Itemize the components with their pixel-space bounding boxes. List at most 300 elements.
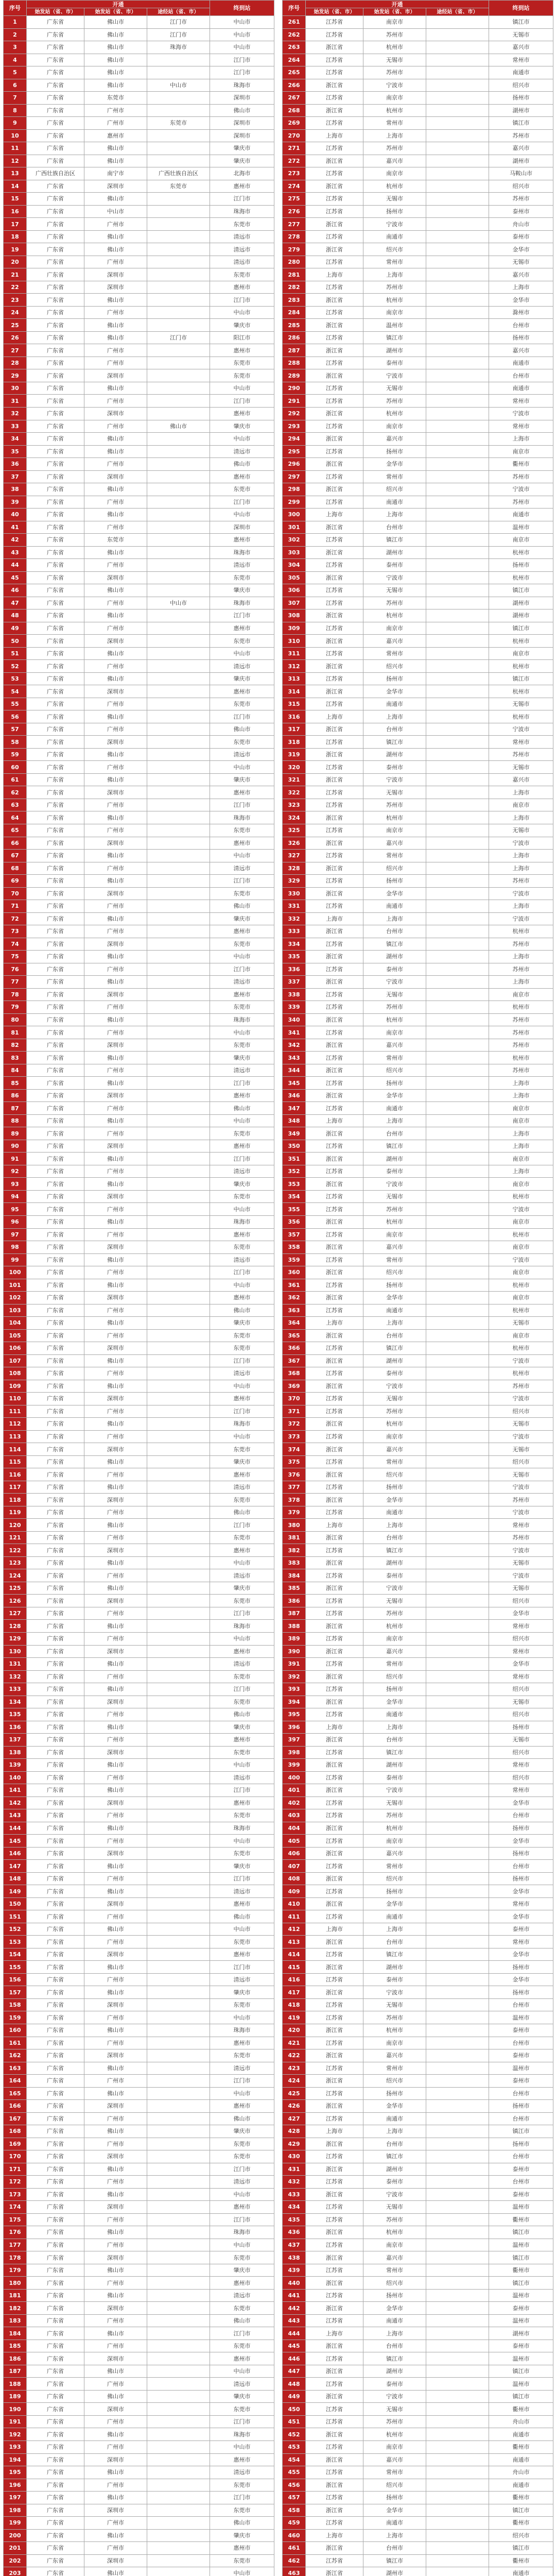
row-via: [147, 433, 210, 446]
row-seq: 444: [283, 2327, 306, 2340]
row-via: [426, 1317, 489, 1330]
row-to: 南京市: [489, 1266, 553, 1279]
row-via: [426, 2024, 489, 2037]
table-row: [4, 1759, 274, 1772]
row-seq: 348: [283, 1114, 306, 1127]
row-province: 广东省: [27, 1582, 84, 1595]
row-to: 金华市: [489, 1885, 553, 1898]
row-from: 上海市: [363, 1923, 426, 1936]
table-row: [283, 2024, 553, 2037]
row-via: [426, 1948, 489, 1961]
row-seq: 58: [4, 736, 27, 749]
row-to: 上海市: [489, 976, 553, 989]
row-from: 南京市: [363, 1228, 426, 1241]
row-province: 广东省: [27, 1481, 84, 1494]
row-to: 衢州市: [489, 2403, 553, 2416]
table-row: [283, 761, 553, 774]
row-to: 泰州市: [489, 2163, 553, 2176]
row-seq: 131: [4, 1658, 27, 1671]
row-from: 佛山市: [84, 1317, 147, 1330]
row-seq: 398: [283, 1746, 306, 1759]
row-via: [147, 1215, 210, 1228]
row-from: 苏州市: [363, 1607, 426, 1620]
row-seq: 202: [4, 2554, 27, 2567]
row-seq: 191: [4, 2415, 27, 2428]
table-row: [4, 2188, 274, 2201]
row-province: 广东省: [27, 748, 84, 761]
table-row: [283, 1835, 553, 1848]
table-row: [4, 559, 274, 572]
row-seq: 103: [4, 1304, 27, 1317]
row-to: 珠海市: [210, 1418, 274, 1431]
row-via: [147, 736, 210, 749]
table-row: [283, 850, 553, 862]
row-from: 扬州市: [363, 1279, 426, 1292]
row-province: 江苏省: [306, 647, 363, 660]
row-province: 上海市: [306, 268, 363, 281]
row-seq: 435: [283, 2213, 306, 2226]
table-row: [4, 1481, 274, 1494]
row-seq: 3: [4, 41, 27, 54]
row-from: 广州市: [84, 2075, 147, 2088]
row-from: 广州市: [84, 1771, 147, 1784]
row-province: 广东省: [27, 1380, 84, 1393]
row-province: 广东省: [27, 2390, 84, 2403]
table-row: [4, 509, 274, 521]
row-via: [147, 54, 210, 66]
row-province: 广东省: [27, 2037, 84, 2049]
row-seq: 460: [283, 2529, 306, 2542]
row-via: [147, 1165, 210, 1178]
row-province: 浙江省: [306, 1961, 363, 1974]
row-via: [426, 837, 489, 850]
row-province: 广东省: [27, 2492, 84, 2504]
table-row: [283, 2554, 553, 2567]
row-province: 广东省: [27, 1077, 84, 1090]
row-province: 广东省: [27, 1026, 84, 1039]
row-via: [426, 900, 489, 913]
table-row: [283, 1822, 553, 1835]
row-seq: 176: [4, 2226, 27, 2239]
row-from: 泰州市: [363, 1367, 426, 1380]
row-province: 广东省: [27, 218, 84, 231]
row-province: 广东省: [27, 1304, 84, 1317]
row-province: 广东省: [27, 1595, 84, 1607]
table-row: [283, 1380, 553, 1393]
row-province: 浙江省: [306, 951, 363, 963]
row-seq: 450: [283, 2403, 306, 2416]
row-province: 江苏省: [306, 672, 363, 685]
row-from: 南京市: [363, 92, 426, 105]
table-row: [283, 54, 553, 66]
row-to: 湖州市: [489, 597, 553, 609]
row-seq: 190: [4, 2403, 27, 2416]
row-province: 江苏省: [306, 736, 363, 749]
row-province: 广东省: [27, 1670, 84, 1683]
row-province: 广东省: [27, 723, 84, 736]
row-to: 江门市: [210, 609, 274, 622]
row-via: [426, 1721, 489, 1734]
row-via: 佛山市: [147, 420, 210, 433]
table-row: [4, 698, 274, 710]
row-seq: 172: [4, 2176, 27, 2189]
row-province: 浙江省: [306, 1266, 363, 1279]
row-seq: 362: [283, 1292, 306, 1304]
row-to: 苏州市: [489, 875, 553, 888]
row-to: 惠州市: [210, 407, 274, 420]
row-seq: 371: [283, 1405, 306, 1418]
row-from: 广州市: [84, 1430, 147, 1443]
row-from: 佛山市: [84, 2125, 147, 2138]
row-seq: 385: [283, 1582, 306, 1595]
row-province: 广东省: [27, 1569, 84, 1582]
row-seq: 452: [283, 2428, 306, 2441]
row-via: [147, 2112, 210, 2125]
row-via: [426, 2226, 489, 2239]
row-to: 佛山市: [210, 723, 274, 736]
row-seq: 308: [283, 609, 306, 622]
row-seq: 284: [283, 306, 306, 319]
row-via: [147, 2542, 210, 2555]
row-province: 广东省: [27, 1759, 84, 1772]
row-to: 绍兴市: [489, 1746, 553, 1759]
row-to: 肇庆市: [210, 1582, 274, 1595]
row-seq: 290: [283, 382, 306, 395]
row-via: [147, 622, 210, 635]
row-to: 佛山市: [210, 1910, 274, 1923]
row-to: 江门市: [210, 1872, 274, 1885]
row-to: 深圳市: [210, 129, 274, 142]
row-seq: 334: [283, 938, 306, 951]
table-row: [283, 1961, 553, 1974]
row-to: 宁波市: [489, 1203, 553, 1216]
table-row: [283, 2138, 553, 2150]
row-from: 湖州市: [363, 1961, 426, 1974]
row-from: 佛山市: [84, 2024, 147, 2037]
row-from: 广州市: [84, 1809, 147, 1822]
row-to: 珠海市: [210, 205, 274, 218]
row-to: 宁波市: [489, 1481, 553, 1494]
table-row: [4, 2213, 274, 2226]
row-to: 佛山市: [210, 1304, 274, 1317]
table-row: [283, 369, 553, 382]
row-from: 深圳市: [84, 1241, 147, 1254]
row-via: [147, 1633, 210, 1646]
row-to: 珠海市: [210, 1822, 274, 1835]
row-to: 金华市: [489, 1973, 553, 1986]
row-province: 江苏省: [306, 92, 363, 105]
row-to: 衢州市: [489, 458, 553, 471]
row-seq: 343: [283, 1052, 306, 1064]
row-to: 衢州市: [489, 2264, 553, 2277]
row-seq: 358: [283, 1241, 306, 1254]
row-via: [426, 509, 489, 521]
table-row: [283, 218, 553, 231]
table-row: [283, 1607, 553, 1620]
row-to: 镇江市: [489, 622, 553, 635]
row-from: 镇江市: [363, 1948, 426, 1961]
table-row: [4, 470, 274, 483]
row-via: [426, 155, 489, 167]
row-seq: 376: [283, 1468, 306, 1481]
row-province: 江苏省: [306, 1393, 363, 1405]
row-seq: 181: [4, 2289, 27, 2302]
row-to: 南通市: [489, 382, 553, 395]
row-province: 广东省: [27, 635, 84, 648]
row-to: 台州市: [489, 369, 553, 382]
row-seq: 67: [4, 850, 27, 862]
row-to: 上海市: [489, 281, 553, 294]
row-via: [426, 912, 489, 925]
row-province: 上海市: [306, 2327, 363, 2340]
row-province: 广东省: [27, 2453, 84, 2466]
row-from: 广州市: [84, 824, 147, 837]
row-province: 江苏省: [306, 2264, 363, 2277]
row-to: 温州市: [489, 2352, 553, 2365]
table-row: [283, 1481, 553, 1494]
row-from: 佛山市: [84, 2264, 147, 2277]
row-via: [426, 2075, 489, 2088]
row-province: 浙江省: [306, 79, 363, 92]
row-from: 佛山市: [84, 1354, 147, 1367]
row-province: 江苏省: [306, 1835, 363, 1848]
table-row: [4, 167, 274, 180]
row-province: 广东省: [27, 1923, 84, 1936]
row-province: 广东省: [27, 319, 84, 332]
row-province: 广东省: [27, 2024, 84, 2037]
row-from: 佛山市: [84, 2492, 147, 2504]
row-province: 广东省: [27, 1001, 84, 1014]
row-to: 温州市: [489, 2062, 553, 2075]
row-to: 中山市: [210, 433, 274, 446]
row-via: [147, 900, 210, 913]
row-via: [426, 1418, 489, 1431]
row-seq: 114: [4, 1443, 27, 1456]
row-via: [426, 2378, 489, 2391]
row-from: 佛山市: [84, 1683, 147, 1696]
row-to: 泰州市: [489, 1923, 553, 1936]
row-seq: 454: [283, 2453, 306, 2466]
row-province: 江苏省: [306, 2289, 363, 2302]
table-row: [283, 837, 553, 850]
row-province: 广东省: [27, 1102, 84, 1115]
row-via: [426, 534, 489, 547]
row-seq: 329: [283, 875, 306, 888]
row-seq: 70: [4, 887, 27, 900]
row-from: 扬州市: [363, 205, 426, 218]
row-to: 东莞市: [210, 938, 274, 951]
table-row: [4, 218, 274, 231]
row-to: 东莞市: [210, 2049, 274, 2062]
row-from: 佛山市: [84, 2428, 147, 2441]
row-seq: 380: [283, 1519, 306, 1532]
row-to: 惠州市: [210, 837, 274, 850]
row-to: 南通市: [489, 2479, 553, 2492]
row-via: [147, 2415, 210, 2428]
row-via: [426, 2314, 489, 2327]
row-via: [147, 1317, 210, 1330]
row-via: [426, 1064, 489, 1077]
row-province: 江苏省: [306, 420, 363, 433]
row-to: 东莞市: [210, 357, 274, 369]
table-row: [4, 1279, 274, 1292]
table-row: [4, 2163, 274, 2176]
row-from: 无锡市: [363, 2403, 426, 2416]
table-body-left: [4, 16, 274, 2576]
row-seq: 278: [283, 230, 306, 243]
row-to: 扬州市: [489, 1847, 553, 1860]
row-from: 绍兴市: [363, 862, 426, 875]
row-to: 惠州市: [210, 534, 274, 547]
row-province: 浙江省: [306, 685, 363, 698]
row-to: 杭州市: [489, 1367, 553, 1380]
row-to: 中山市: [210, 1835, 274, 1848]
row-seq: 419: [283, 2011, 306, 2024]
row-seq: 276: [283, 205, 306, 218]
row-via: [426, 647, 489, 660]
table-row: [283, 2264, 553, 2277]
row-to: 肇庆市: [210, 2390, 274, 2403]
row-province: 广东省: [27, 1367, 84, 1380]
row-province: 广东省: [27, 1771, 84, 1784]
row-from: 深圳市: [84, 571, 147, 584]
row-via: [147, 344, 210, 357]
row-to: 镇江市: [489, 2542, 553, 2555]
row-seq: 342: [283, 1039, 306, 1052]
row-via: [147, 2163, 210, 2176]
row-via: [426, 1973, 489, 1986]
row-province: 广东省: [27, 92, 84, 105]
row-province: 上海市: [306, 1317, 363, 1330]
row-to: 扬州市: [489, 1961, 553, 1974]
row-via: [426, 344, 489, 357]
row-from: 深圳市: [84, 2352, 147, 2365]
row-from: 上海市: [363, 1317, 426, 1330]
row-province: 浙江省: [306, 1645, 363, 1658]
row-from: 泰州市: [363, 2378, 426, 2391]
row-to: 中山市: [210, 761, 274, 774]
row-province: 广东省: [27, 824, 84, 837]
row-to: 东莞市: [210, 2504, 274, 2517]
row-via: [426, 1329, 489, 1342]
row-province: 广东省: [27, 1683, 84, 1696]
row-from: 广州市: [84, 496, 147, 509]
table-row: [4, 1342, 274, 1355]
row-via: [147, 2517, 210, 2530]
row-from: 广州市: [84, 2542, 147, 2555]
row-from: 杭州市: [363, 2024, 426, 2037]
row-seq: 328: [283, 862, 306, 875]
row-seq: 363: [283, 1304, 306, 1317]
row-seq: 36: [4, 458, 27, 471]
row-from: 广州市: [84, 698, 147, 710]
row-from: 广州市: [84, 256, 147, 268]
row-from: 金华市: [363, 2302, 426, 2315]
table-row: [283, 521, 553, 534]
row-province: 江苏省: [306, 1481, 363, 1494]
row-from: 深圳市: [84, 1897, 147, 1910]
row-to: 江门市: [210, 1607, 274, 1620]
row-to: 杭州市: [489, 1279, 553, 1292]
row-seq: 84: [4, 1064, 27, 1077]
row-from: 深圳市: [84, 837, 147, 850]
row-via: [147, 2024, 210, 2037]
row-via: [147, 256, 210, 268]
row-via: [426, 698, 489, 710]
row-seq: 405: [283, 1835, 306, 1848]
row-via: [426, 559, 489, 572]
row-via: [147, 773, 210, 786]
table-row: [283, 395, 553, 408]
row-province: 浙江省: [306, 1089, 363, 1102]
row-via: [147, 1367, 210, 1380]
table-row: [4, 1114, 274, 1127]
row-seq: 147: [4, 1860, 27, 1873]
row-seq: 462: [283, 2554, 306, 2567]
row-seq: 184: [4, 2327, 27, 2340]
row-from: 佛山市: [84, 1114, 147, 1127]
row-to: 江门市: [210, 1405, 274, 1418]
table-row: [4, 1418, 274, 1431]
table-row: [283, 1241, 553, 1254]
row-via: [426, 1266, 489, 1279]
schedule-table-right: [282, 0, 553, 2576]
row-province: 江苏省: [306, 66, 363, 79]
row-province: 江苏省: [306, 205, 363, 218]
row-seq: 137: [4, 1734, 27, 1747]
row-from: 广州市: [84, 761, 147, 774]
row-province: 广东省: [27, 862, 84, 875]
row-province: 广东省: [27, 1114, 84, 1127]
row-from: 上海市: [363, 2125, 426, 2138]
table-row: [4, 1190, 274, 1203]
table-row: [283, 571, 553, 584]
row-seq: 170: [4, 2150, 27, 2163]
row-from: 广州市: [84, 1203, 147, 1216]
table-row: [4, 2428, 274, 2441]
row-via: [147, 2314, 210, 2327]
table-row: [283, 2188, 553, 2201]
row-province: 江苏省: [306, 357, 363, 369]
table-row: [4, 155, 274, 167]
row-from: 佛山市: [84, 54, 147, 66]
table-row: [283, 1077, 553, 1090]
table-row: [283, 2062, 553, 2075]
row-province: 江苏省: [306, 1140, 363, 1153]
row-province: 江苏省: [306, 1708, 363, 1721]
row-to: 肇庆市: [210, 672, 274, 685]
row-seq: 180: [4, 2277, 27, 2290]
row-via: [426, 28, 489, 41]
row-via: [147, 2037, 210, 2049]
row-to: 中山市: [210, 306, 274, 319]
row-to: 杭州市: [489, 1001, 553, 1014]
row-from: 佛山市: [84, 1658, 147, 1671]
row-seq: 437: [283, 2239, 306, 2251]
row-to: 中山市: [210, 1633, 274, 1646]
table-row: [283, 2049, 553, 2062]
row-to: 宁波市: [489, 1354, 553, 1367]
row-from: 常州市: [363, 2062, 426, 2075]
row-via: [426, 331, 489, 344]
row-via: [147, 584, 210, 597]
table-row: [4, 129, 274, 142]
table-row: [4, 2542, 274, 2555]
table-row: [4, 534, 274, 547]
row-province: 广东省: [27, 1064, 84, 1077]
row-seq: 14: [4, 180, 27, 193]
row-from: 台州市: [363, 1936, 426, 1948]
